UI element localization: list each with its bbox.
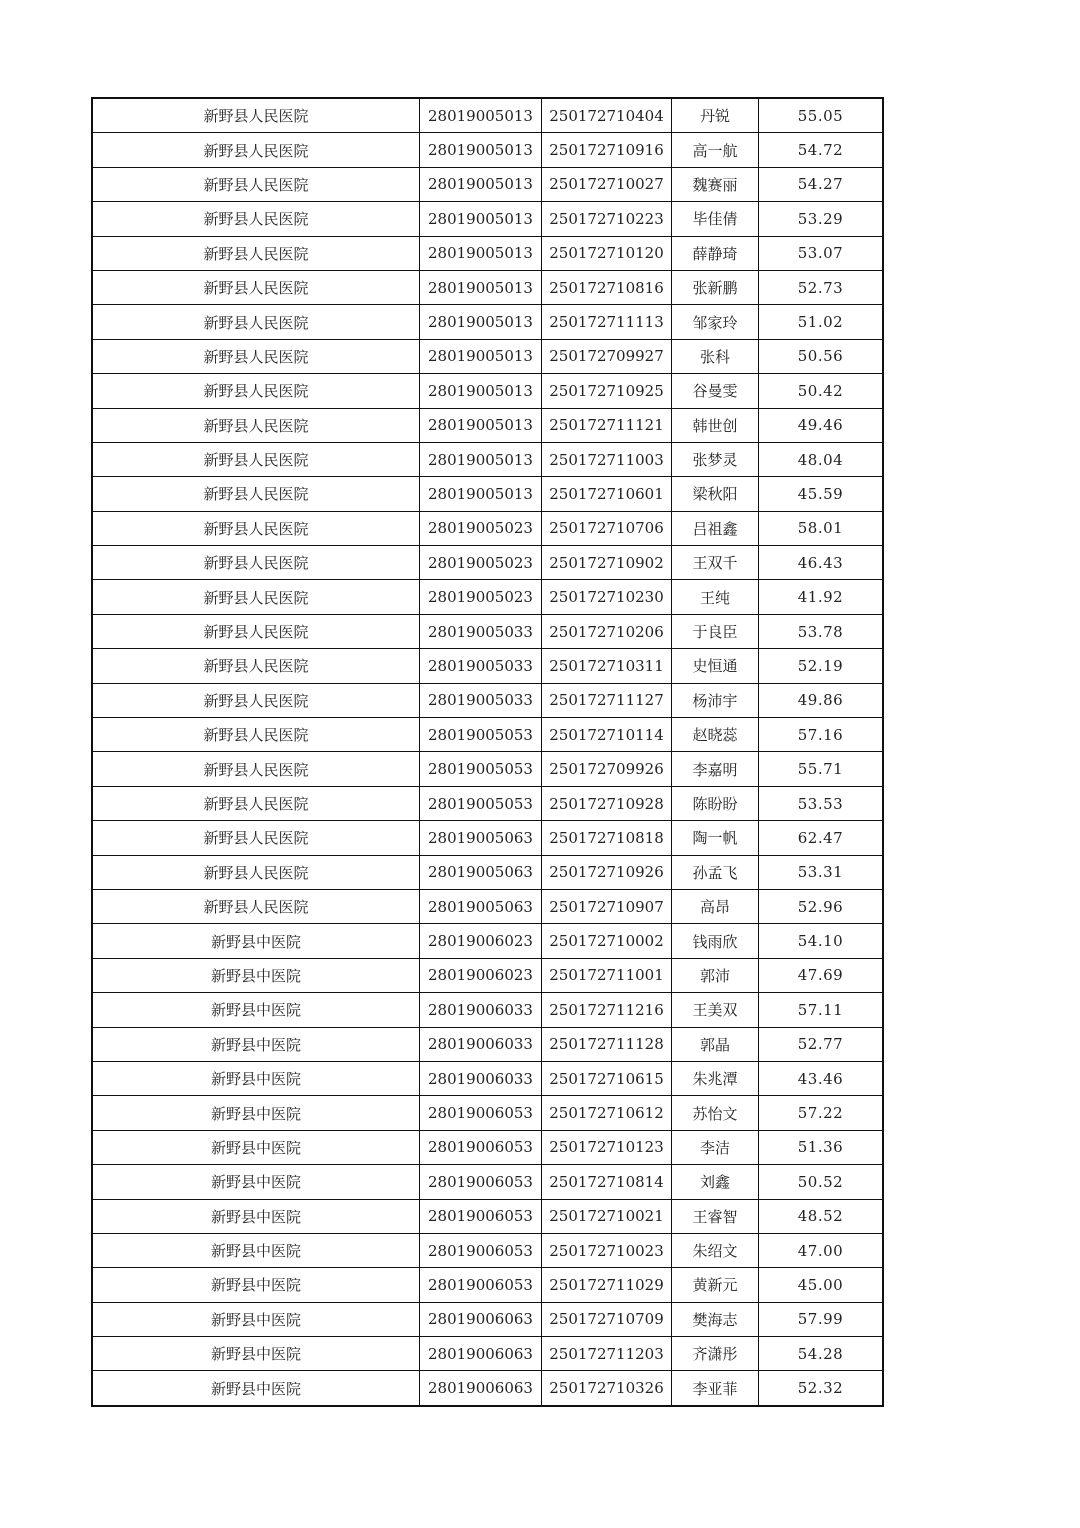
candidate-name-cell: 朱兆潭 xyxy=(672,1061,759,1095)
score-cell: 55.71 xyxy=(759,752,884,786)
candidate-name-cell: 魏赛丽 xyxy=(672,167,759,201)
score-cell: 48.04 xyxy=(759,442,884,476)
post-code-cell: 28019005013 xyxy=(420,133,542,167)
table-row xyxy=(92,889,883,923)
score-cell: 55.05 xyxy=(759,98,884,133)
score-cell: 46.43 xyxy=(759,546,884,580)
post-code-cell: 28019006033 xyxy=(420,993,542,1027)
candidate-name-cell: 王纯 xyxy=(672,580,759,614)
candidate-name-cell: 薛静琦 xyxy=(672,236,759,270)
unit-cell: 新野县中医院 xyxy=(92,1165,420,1199)
table-row xyxy=(92,1268,883,1302)
table-row xyxy=(92,98,883,133)
candidate-name-cell: 邹家玲 xyxy=(672,305,759,339)
table-row xyxy=(92,786,883,820)
score-cell: 41.92 xyxy=(759,580,884,614)
post-code-cell: 28019006033 xyxy=(420,1027,542,1061)
post-code-cell: 28019005053 xyxy=(420,752,542,786)
score-cell: 54.10 xyxy=(759,924,884,958)
unit-cell: 新野县人民医院 xyxy=(92,511,420,545)
post-code-cell: 28019006053 xyxy=(420,1268,542,1302)
score-cell: 53.31 xyxy=(759,855,884,889)
ticket-number-cell: 250172710027 xyxy=(542,167,672,201)
post-code-cell: 28019005033 xyxy=(420,683,542,717)
unit-cell: 新野县人民医院 xyxy=(92,821,420,855)
ticket-number-cell: 250172710023 xyxy=(542,1233,672,1267)
candidate-name-cell: 郭沛 xyxy=(672,958,759,992)
table-row xyxy=(92,511,883,545)
unit-cell: 新野县中医院 xyxy=(92,924,420,958)
table-row xyxy=(92,752,883,786)
score-cell: 45.59 xyxy=(759,477,884,511)
candidate-name-cell: 钱雨欣 xyxy=(672,924,759,958)
ticket-number-cell: 250172710114 xyxy=(542,718,672,752)
post-code-cell: 28019005013 xyxy=(420,408,542,442)
post-code-cell: 28019006063 xyxy=(420,1337,542,1371)
ticket-number-cell: 250172710612 xyxy=(542,1096,672,1130)
unit-cell: 新野县中医院 xyxy=(92,1061,420,1095)
post-code-cell: 28019005013 xyxy=(420,98,542,133)
post-code-cell: 28019006053 xyxy=(420,1233,542,1267)
candidate-name-cell: 陈盼盼 xyxy=(672,786,759,820)
candidate-name-cell: 苏怡文 xyxy=(672,1096,759,1130)
score-cell: 53.07 xyxy=(759,236,884,270)
score-table-body xyxy=(92,98,883,1406)
unit-cell: 新野县人民医院 xyxy=(92,683,420,717)
unit-cell: 新野县人民医院 xyxy=(92,718,420,752)
unit-cell: 新野县中医院 xyxy=(92,958,420,992)
post-code-cell: 28019005013 xyxy=(420,339,542,373)
score-cell: 48.52 xyxy=(759,1199,884,1233)
table-row xyxy=(92,374,883,408)
post-code-cell: 28019005033 xyxy=(420,614,542,648)
post-code-cell: 28019005013 xyxy=(420,167,542,201)
ticket-number-cell: 250172710311 xyxy=(542,649,672,683)
post-code-cell: 28019006033 xyxy=(420,1061,542,1095)
ticket-number-cell: 250172710120 xyxy=(542,236,672,270)
ticket-number-cell: 250172711029 xyxy=(542,1268,672,1302)
unit-cell: 新野县中医院 xyxy=(92,1268,420,1302)
score-cell: 57.16 xyxy=(759,718,884,752)
score-cell: 50.42 xyxy=(759,374,884,408)
candidate-name-cell: 史恒通 xyxy=(672,649,759,683)
post-code-cell: 28019006063 xyxy=(420,1302,542,1336)
unit-cell: 新野县中医院 xyxy=(92,1233,420,1267)
post-code-cell: 28019005023 xyxy=(420,546,542,580)
table-row xyxy=(92,614,883,648)
score-table xyxy=(91,97,884,1407)
score-cell: 50.52 xyxy=(759,1165,884,1199)
table-row xyxy=(92,442,883,476)
candidate-name-cell: 吕祖鑫 xyxy=(672,511,759,545)
table-row xyxy=(92,1371,883,1406)
score-cell: 62.47 xyxy=(759,821,884,855)
unit-cell: 新野县中医院 xyxy=(92,1130,420,1164)
ticket-number-cell: 250172710230 xyxy=(542,580,672,614)
score-cell: 47.69 xyxy=(759,958,884,992)
unit-cell: 新野县人民医院 xyxy=(92,98,420,133)
unit-cell: 新野县中医院 xyxy=(92,1337,420,1371)
score-cell: 52.96 xyxy=(759,889,884,923)
table-row xyxy=(92,1302,883,1336)
unit-cell: 新野县人民医院 xyxy=(92,477,420,511)
score-cell: 57.22 xyxy=(759,1096,884,1130)
candidate-name-cell: 李亚菲 xyxy=(672,1371,759,1406)
ticket-number-cell: 250172710404 xyxy=(542,98,672,133)
score-cell: 47.00 xyxy=(759,1233,884,1267)
candidate-name-cell: 梁秋阳 xyxy=(672,477,759,511)
post-code-cell: 28019006053 xyxy=(420,1130,542,1164)
ticket-number-cell: 250172710709 xyxy=(542,1302,672,1336)
score-cell: 57.99 xyxy=(759,1302,884,1336)
candidate-name-cell: 王睿智 xyxy=(672,1199,759,1233)
ticket-number-cell: 250172710223 xyxy=(542,202,672,236)
table-row xyxy=(92,1233,883,1267)
unit-cell: 新野县人民医院 xyxy=(92,167,420,201)
candidate-name-cell: 高昂 xyxy=(672,889,759,923)
ticket-number-cell: 250172711216 xyxy=(542,993,672,1027)
table-row xyxy=(92,339,883,373)
unit-cell: 新野县人民医院 xyxy=(92,408,420,442)
post-code-cell: 28019006053 xyxy=(420,1165,542,1199)
post-code-cell: 28019006023 xyxy=(420,924,542,958)
ticket-number-cell: 250172710326 xyxy=(542,1371,672,1406)
unit-cell: 新野县人民医院 xyxy=(92,889,420,923)
ticket-number-cell: 250172710021 xyxy=(542,1199,672,1233)
table-row xyxy=(92,1199,883,1233)
ticket-number-cell: 250172710818 xyxy=(542,821,672,855)
post-code-cell: 28019006053 xyxy=(420,1199,542,1233)
ticket-number-cell: 250172711121 xyxy=(542,408,672,442)
score-cell: 53.78 xyxy=(759,614,884,648)
unit-cell: 新野县人民医院 xyxy=(92,786,420,820)
unit-cell: 新野县人民医院 xyxy=(92,442,420,476)
candidate-name-cell: 刘鑫 xyxy=(672,1165,759,1199)
ticket-number-cell: 250172710814 xyxy=(542,1165,672,1199)
table-row xyxy=(92,477,883,511)
table-row xyxy=(92,133,883,167)
unit-cell: 新野县人民医院 xyxy=(92,133,420,167)
table-row xyxy=(92,821,883,855)
table-row xyxy=(92,1337,883,1371)
post-code-cell: 28019005023 xyxy=(420,511,542,545)
post-code-cell: 28019006053 xyxy=(420,1096,542,1130)
candidate-name-cell: 张梦灵 xyxy=(672,442,759,476)
candidate-name-cell: 樊海志 xyxy=(672,1302,759,1336)
score-cell: 52.73 xyxy=(759,270,884,304)
unit-cell: 新野县人民医院 xyxy=(92,855,420,889)
post-code-cell: 28019005053 xyxy=(420,718,542,752)
post-code-cell: 28019006063 xyxy=(420,1371,542,1406)
ticket-number-cell: 250172711001 xyxy=(542,958,672,992)
ticket-number-cell: 250172710123 xyxy=(542,1130,672,1164)
unit-cell: 新野县中医院 xyxy=(92,1027,420,1061)
score-cell: 52.77 xyxy=(759,1027,884,1061)
post-code-cell: 28019005013 xyxy=(420,442,542,476)
ticket-number-cell: 250172710926 xyxy=(542,855,672,889)
candidate-name-cell: 李洁 xyxy=(672,1130,759,1164)
ticket-number-cell: 250172710002 xyxy=(542,924,672,958)
score-cell: 45.00 xyxy=(759,1268,884,1302)
table-row xyxy=(92,270,883,304)
score-cell: 51.36 xyxy=(759,1130,884,1164)
score-cell: 49.46 xyxy=(759,408,884,442)
table-row xyxy=(92,167,883,201)
ticket-number-cell: 250172710902 xyxy=(542,546,672,580)
candidate-name-cell: 齐潇彤 xyxy=(672,1337,759,1371)
unit-cell: 新野县人民医院 xyxy=(92,546,420,580)
table-row xyxy=(92,546,883,580)
table-row xyxy=(92,683,883,717)
table-row xyxy=(92,1061,883,1095)
post-code-cell: 28019005063 xyxy=(420,889,542,923)
candidate-name-cell: 谷曼雯 xyxy=(672,374,759,408)
ticket-number-cell: 250172711128 xyxy=(542,1027,672,1061)
ticket-number-cell: 250172710928 xyxy=(542,786,672,820)
table-row xyxy=(92,408,883,442)
table-row xyxy=(92,580,883,614)
table-row xyxy=(92,993,883,1027)
table-row xyxy=(92,958,883,992)
post-code-cell: 28019005013 xyxy=(420,202,542,236)
candidate-name-cell: 李嘉明 xyxy=(672,752,759,786)
unit-cell: 新野县人民医院 xyxy=(92,752,420,786)
candidate-name-cell: 陶一帆 xyxy=(672,821,759,855)
score-cell: 43.46 xyxy=(759,1061,884,1095)
unit-cell: 新野县中医院 xyxy=(92,1199,420,1233)
post-code-cell: 28019005013 xyxy=(420,305,542,339)
candidate-name-cell: 孙孟飞 xyxy=(672,855,759,889)
score-cell: 50.56 xyxy=(759,339,884,373)
post-code-cell: 28019005033 xyxy=(420,649,542,683)
score-cell: 54.72 xyxy=(759,133,884,167)
ticket-number-cell: 250172711127 xyxy=(542,683,672,717)
ticket-number-cell: 250172710601 xyxy=(542,477,672,511)
candidate-name-cell: 张科 xyxy=(672,339,759,373)
post-code-cell: 28019005063 xyxy=(420,855,542,889)
candidate-name-cell: 杨沛宇 xyxy=(672,683,759,717)
table-row xyxy=(92,649,883,683)
ticket-number-cell: 250172711203 xyxy=(542,1337,672,1371)
post-code-cell: 28019005013 xyxy=(420,236,542,270)
table-row xyxy=(92,236,883,270)
candidate-name-cell: 朱绍文 xyxy=(672,1233,759,1267)
unit-cell: 新野县人民医院 xyxy=(92,339,420,373)
table-row xyxy=(92,924,883,958)
unit-cell: 新野县人民医院 xyxy=(92,305,420,339)
candidate-name-cell: 黄新元 xyxy=(672,1268,759,1302)
score-cell: 57.11 xyxy=(759,993,884,1027)
table-row xyxy=(92,718,883,752)
table-row xyxy=(92,1096,883,1130)
table-row xyxy=(92,202,883,236)
candidate-name-cell: 王美双 xyxy=(672,993,759,1027)
ticket-number-cell: 250172710816 xyxy=(542,270,672,304)
table-row xyxy=(92,305,883,339)
post-code-cell: 28019006023 xyxy=(420,958,542,992)
ticket-number-cell: 250172710916 xyxy=(542,133,672,167)
score-cell: 54.27 xyxy=(759,167,884,201)
unit-cell: 新野县人民医院 xyxy=(92,236,420,270)
score-cell: 52.19 xyxy=(759,649,884,683)
candidate-name-cell: 丹锐 xyxy=(672,98,759,133)
score-cell: 58.01 xyxy=(759,511,884,545)
table-row xyxy=(92,855,883,889)
unit-cell: 新野县中医院 xyxy=(92,1371,420,1406)
post-code-cell: 28019005063 xyxy=(420,821,542,855)
candidate-name-cell: 张新鹏 xyxy=(672,270,759,304)
candidate-name-cell: 王双千 xyxy=(672,546,759,580)
candidate-name-cell: 赵晓蕊 xyxy=(672,718,759,752)
table-row xyxy=(92,1165,883,1199)
table-row xyxy=(92,1027,883,1061)
unit-cell: 新野县人民医院 xyxy=(92,614,420,648)
candidate-name-cell: 高一航 xyxy=(672,133,759,167)
ticket-number-cell: 250172711113 xyxy=(542,305,672,339)
ticket-number-cell: 250172710615 xyxy=(542,1061,672,1095)
score-cell: 54.28 xyxy=(759,1337,884,1371)
post-code-cell: 28019005013 xyxy=(420,270,542,304)
score-cell: 51.02 xyxy=(759,305,884,339)
ticket-number-cell: 250172710907 xyxy=(542,889,672,923)
post-code-cell: 28019005013 xyxy=(420,477,542,511)
table-row xyxy=(92,1130,883,1164)
candidate-name-cell: 郭晶 xyxy=(672,1027,759,1061)
score-cell: 53.53 xyxy=(759,786,884,820)
ticket-number-cell: 250172710925 xyxy=(542,374,672,408)
unit-cell: 新野县人民医院 xyxy=(92,374,420,408)
post-code-cell: 28019005013 xyxy=(420,374,542,408)
unit-cell: 新野县中医院 xyxy=(92,993,420,1027)
ticket-number-cell: 250172709926 xyxy=(542,752,672,786)
score-cell: 49.86 xyxy=(759,683,884,717)
unit-cell: 新野县人民医院 xyxy=(92,649,420,683)
ticket-number-cell: 250172709927 xyxy=(542,339,672,373)
candidate-name-cell: 毕佳倩 xyxy=(672,202,759,236)
post-code-cell: 28019005023 xyxy=(420,580,542,614)
unit-cell: 新野县中医院 xyxy=(92,1302,420,1336)
unit-cell: 新野县人民医院 xyxy=(92,270,420,304)
ticket-number-cell: 250172711003 xyxy=(542,442,672,476)
candidate-name-cell: 于良臣 xyxy=(672,614,759,648)
unit-cell: 新野县人民医院 xyxy=(92,580,420,614)
score-cell: 52.32 xyxy=(759,1371,884,1406)
unit-cell: 新野县人民医院 xyxy=(92,202,420,236)
candidate-name-cell: 韩世创 xyxy=(672,408,759,442)
post-code-cell: 28019005053 xyxy=(420,786,542,820)
ticket-number-cell: 250172710706 xyxy=(542,511,672,545)
ticket-number-cell: 250172710206 xyxy=(542,614,672,648)
score-cell: 53.29 xyxy=(759,202,884,236)
unit-cell: 新野县中医院 xyxy=(92,1096,420,1130)
